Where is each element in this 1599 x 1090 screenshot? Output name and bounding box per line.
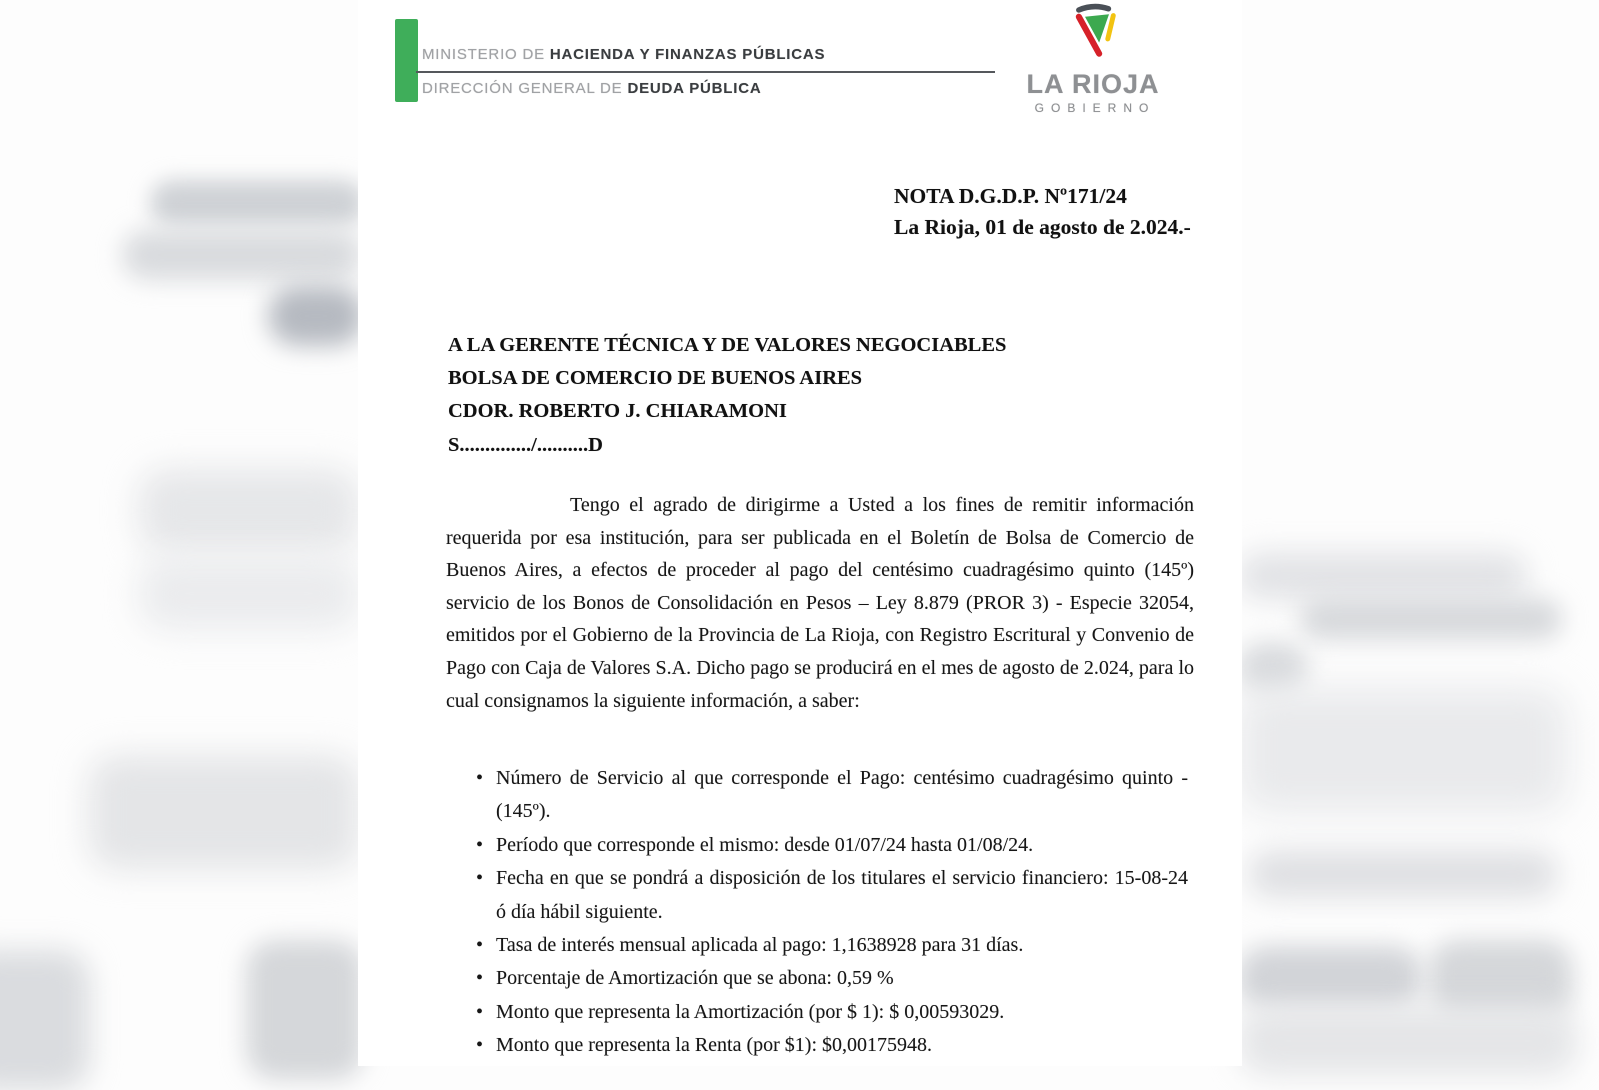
- background-blur-blob: [1300, 598, 1562, 640]
- direction-line: [422, 80, 761, 97]
- recipient-block: [448, 329, 1006, 462]
- background-blur-blob: [1238, 688, 1568, 813]
- list-item: • Porcentaje de Amortización que se abona: 0,59 %: [476, 962, 1188, 995]
- background-blur-blob: [122, 230, 362, 280]
- list-item: • Monto que representa la Renta (por $1): $0,00175948.: [476, 1029, 1188, 1062]
- background-blur-blob: [150, 180, 365, 226]
- list-item: • Tasa de interés mensual aplicada al pago: 1,1638928 para 31 días.: [476, 929, 1188, 962]
- logo-subtitle: GOBIERNO: [1034, 101, 1156, 115]
- letterhead-accent-bar: [395, 19, 418, 102]
- direction-prefix: DIRECCIÓN GENERAL DE: [422, 80, 628, 97]
- letterhead-divider: [416, 71, 995, 73]
- la-rioja-logo: [1013, 2, 1173, 115]
- note-reference-block: [894, 181, 1191, 243]
- document-page: [358, 0, 1242, 1066]
- background-blur-blob: [138, 468, 360, 553]
- recipient-line: CDOR. ROBERTO J. CHIARAMONI: [448, 400, 787, 423]
- background-blur-blob: [88, 755, 360, 870]
- body-paragraph: Tengo el agrado de dirigirme a Usted a los fines de remitir información requerida por esa institución, para ser publicada en el Boletín de Bolsa de Comercio de Buenos Aires, a efectos de proceder al pago del centésimo cuadragésimo quinto (145º) servicio de los Bonos de Consolidación en Pesos – Ley 8.879 (PROR 3) - Especie 32054, emitidos por el Gobierno de la Provincia de La Rioja, con Registro Escritural y Convenio de Pago con Caja de Valores S.A. Dicho pago se producirá en el mes de agosto de 2.024, para lo cual consignamos la siguiente información, a saber:: [446, 494, 1194, 712]
- logo-title: LA RIOJA: [1026, 69, 1160, 99]
- ministry-line: [422, 46, 825, 63]
- background-blur-blob: [1248, 850, 1558, 898]
- ministry-name: HACIENDA Y FINANZAS PÚBLICAS: [549, 46, 826, 63]
- background-blur-blob: [138, 556, 360, 631]
- detail-list: [476, 762, 1188, 1063]
- recipient-line: A LA GERENTE TÉCNICA Y DE VALORES NEGOCIABLES: [448, 334, 1007, 356]
- background-blur-blob: [268, 286, 364, 346]
- list-item: • Fecha en que se pondrá a disposición de los titulares el servicio financiero: 15-08-24 ó día hábil siguiente.: [476, 862, 1188, 929]
- recipient-line: BOLSA DE COMERCIO DE BUENOS AIRES: [448, 367, 863, 390]
- list-item: • Monto que representa la Amortización (por $ 1): $ 0,00593029.: [476, 996, 1188, 1029]
- background-blur-blob: [1238, 946, 1423, 1010]
- background-blur-blob: [0, 950, 90, 1090]
- background-blur-blob: [1238, 642, 1308, 694]
- list-item: • Número de Servicio al que corresponde el Pago: centésimo cuadragésimo quinto - (145º).: [476, 762, 1188, 829]
- direction-name: DEUDA PÚBLICA: [627, 80, 762, 97]
- ministry-prefix: MINISTERIO DE: [422, 46, 550, 63]
- background-blur-blob: [246, 940, 364, 1080]
- la-rioja-emblem-icon: [1062, 2, 1124, 66]
- background-blur-blob: [1238, 552, 1528, 600]
- note-date: La Rioja, 01 de agosto de 2.024.-: [894, 215, 1191, 239]
- recipient-line: S............../..........D: [448, 433, 603, 456]
- note-number: NOTA D.G.D.P. Nº171/24: [894, 184, 1127, 208]
- list-item: • Período que corresponde el mismo: desde 01/07/24 hasta 01/08/24.: [476, 829, 1188, 862]
